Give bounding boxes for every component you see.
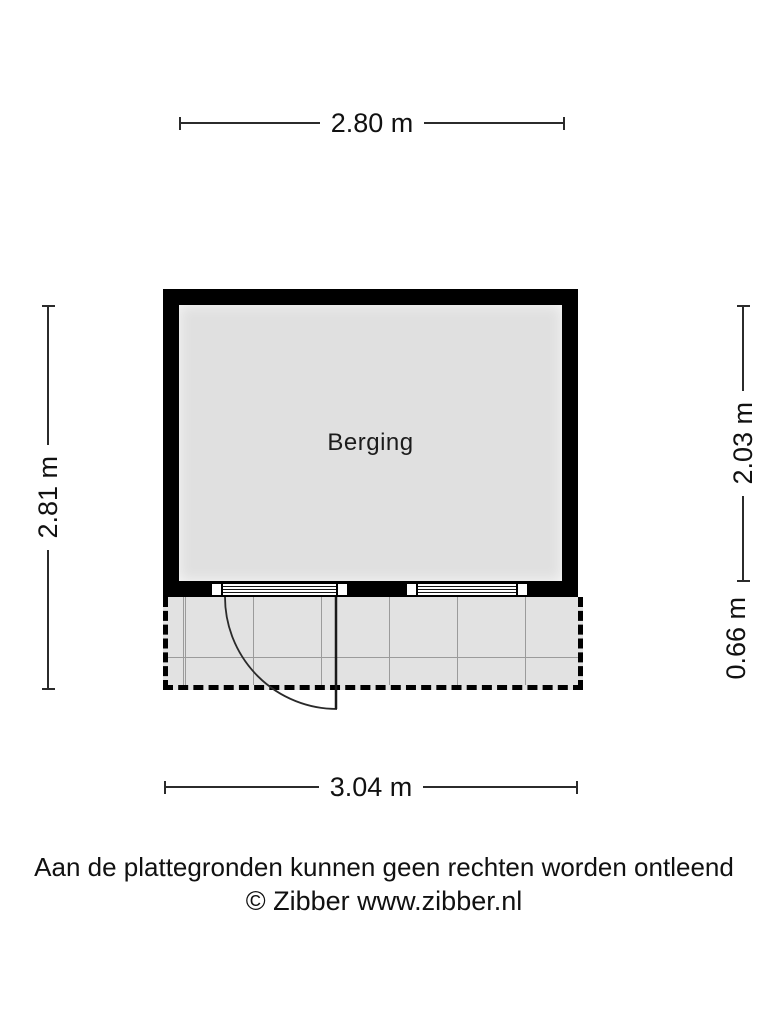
dimension-tick	[563, 117, 565, 130]
dimension-bottom	[164, 773, 578, 801]
room-label: Berging	[327, 429, 414, 456]
dimension-line	[47, 307, 49, 445]
window-frame-post	[336, 584, 347, 595]
dimension-line	[742, 307, 744, 391]
dimension-line	[166, 786, 319, 788]
window-glazing	[418, 584, 516, 595]
dimension-tick	[737, 580, 750, 582]
dimension-line	[423, 786, 576, 788]
exterior-tiled-area	[163, 597, 583, 690]
window-frame-post	[516, 584, 527, 595]
window-frame-post	[212, 584, 223, 595]
dimension-right-upper-label: 2.03 m	[727, 402, 758, 485]
dimension-tick	[42, 688, 55, 690]
window-door-left	[210, 582, 349, 597]
window-frame-post	[407, 584, 418, 595]
window-right	[405, 582, 529, 597]
dimension-line	[47, 550, 49, 688]
footer-copyright: © Zibber www.zibber.nl	[245, 886, 523, 916]
footer	[0, 850, 768, 918]
dimension-bottom-label: 3.04 m	[329, 771, 413, 802]
dimension-left-label: 2.81 m	[32, 456, 63, 539]
room-interior	[179, 305, 562, 581]
tile-grid	[168, 597, 578, 685]
dimension-right-upper	[729, 305, 757, 582]
dimension-right-lower	[719, 586, 753, 690]
window-glazing	[223, 584, 336, 595]
dimension-tick	[576, 781, 578, 794]
dimension-right-lower-label: 0.66 m	[720, 596, 751, 680]
dimension-line	[424, 122, 563, 124]
dimension-left	[34, 305, 62, 690]
dimension-line	[181, 122, 320, 124]
dimension-line	[742, 496, 744, 580]
dimension-top	[179, 109, 565, 137]
footer-disclaimer: Aan de plattegronden kunnen geen rechten worden ontleend	[34, 852, 734, 882]
dimension-top-label: 2.80 m	[330, 107, 414, 138]
room-berging	[163, 289, 578, 597]
